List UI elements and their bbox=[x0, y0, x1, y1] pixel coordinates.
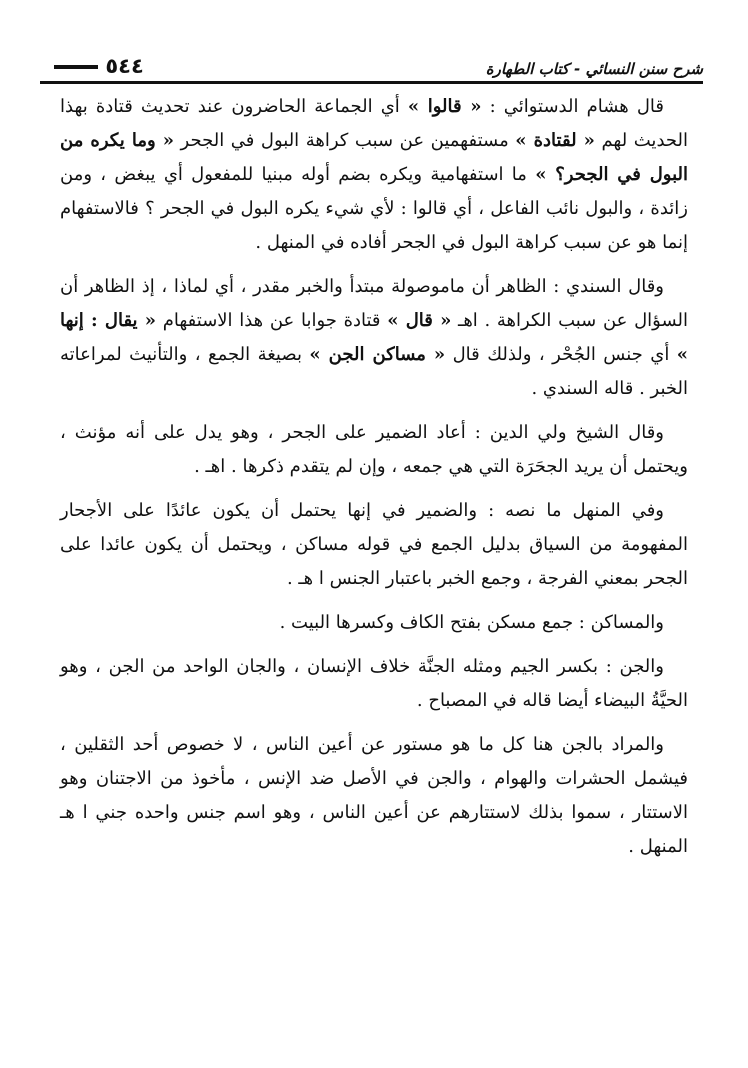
page-body bbox=[60, 90, 688, 874]
paragraph bbox=[60, 270, 688, 406]
commentary-text: والمراد بالجن هنا كل ما هو مستور عن أعين الناس ، لا خصوص أحد الثقلين ، فيشمل الحشرات والهوام ، والجن في الأصل ضد الإنس ، مأخوذ من الاجتنان وهو الاستتار ، سموا بذلك لاستتارهم عن أعين الناس ، وهو اسم جنس واحده جني ا هـ المنهل . bbox=[60, 734, 688, 857]
paragraph bbox=[60, 728, 688, 864]
quoted-hadith-term: « وما يكره من البول في الجحر؟ » bbox=[60, 130, 688, 185]
commentary-text: ما استفهامية ويكره بضم أوله مبنيا للمفعول أي يبغض ، ومن زائدة ، والبول نائب الفاعل ، أي قالوا : لأي شيء يكره البول في الجحر ؟ فالاستفهام إنما هو عن سبب كراهة البول في الجحر أفاده في المنهل . bbox=[60, 164, 688, 253]
commentary-text: أي جنس الجُحْر ، ولذلك قال bbox=[445, 344, 677, 365]
quoted-hadith-term: « قالوا » bbox=[407, 96, 482, 117]
commentary-text: قال هشام الدستوائي : bbox=[481, 96, 664, 117]
commentary-text: بصيغة الجمع ، والتأنيث لمراعاته الخبر . قاله السندي . bbox=[60, 344, 688, 399]
paragraph bbox=[60, 90, 688, 260]
paragraph bbox=[60, 494, 688, 596]
commentary-text: مستفهمين عن سبب كراهة البول في الجحر bbox=[174, 130, 516, 151]
commentary-text: والجن : بكسر الجيم ومثله الجنَّة خلاف الإنسان ، والجان الواحد من الجن ، وهو الحيَّةُ البيضاء أيضا قاله في المصباح . bbox=[60, 656, 688, 711]
quoted-hadith-term: « مساكن الجن » bbox=[309, 344, 446, 365]
page-number: ٥٤٤ bbox=[105, 54, 144, 78]
commentary-text: وقال السندي : الظاهر أن ماموصولة مبتدأ والخبر مقدر ، أي لماذا ، إذ الظاهر أن السؤال عن سبب الكراهة . اهـ bbox=[60, 276, 688, 331]
paragraph bbox=[60, 416, 688, 484]
quoted-hadith-term: « قال » bbox=[387, 310, 452, 331]
commentary-text: أي الجماعة الحاضرون عند تحديث قتادة بهذا الحديث لهم bbox=[60, 96, 688, 151]
header-rule bbox=[40, 81, 703, 84]
commentary-text: وقال الشيخ ولي الدين : أعاد الضمير على الجحر ، وهو يدل على أنه مؤنث ، ويحتمل أن يريد الجحَرَة التي هي جمعه ، وإن لم يتقدم ذكرها . اهـ . bbox=[60, 422, 688, 477]
commentary-text: وفي المنهل ما نصه : والضمير في إنها يحتمل أن يكون عائدًا على الأجحار المفهومة من السياق بدليل الجمع في قوله مساكن ، ويحتمل أن يكون عائدا على الجحر بمعني الفرجة ، وجمع الخبر باعتبار الجنس ا هـ . bbox=[60, 500, 688, 589]
header-dash bbox=[54, 65, 98, 69]
page-number-block bbox=[40, 54, 144, 78]
paragraph bbox=[60, 606, 688, 640]
commentary-text: والمساكن : جمع مسكن بفتح الكاف وكسرها البيت . bbox=[279, 612, 664, 633]
quoted-hadith-term: « لقتادة » bbox=[515, 130, 595, 151]
running-title: شرح سنن النسائي - كتاب الطهارة bbox=[485, 60, 703, 78]
page-header bbox=[40, 40, 703, 86]
commentary-text: قتادة جوابا عن هذا الاستفهام bbox=[156, 310, 388, 331]
paragraph bbox=[60, 650, 688, 718]
quoted-hadith-term: « يقال : إنها » bbox=[60, 310, 689, 365]
